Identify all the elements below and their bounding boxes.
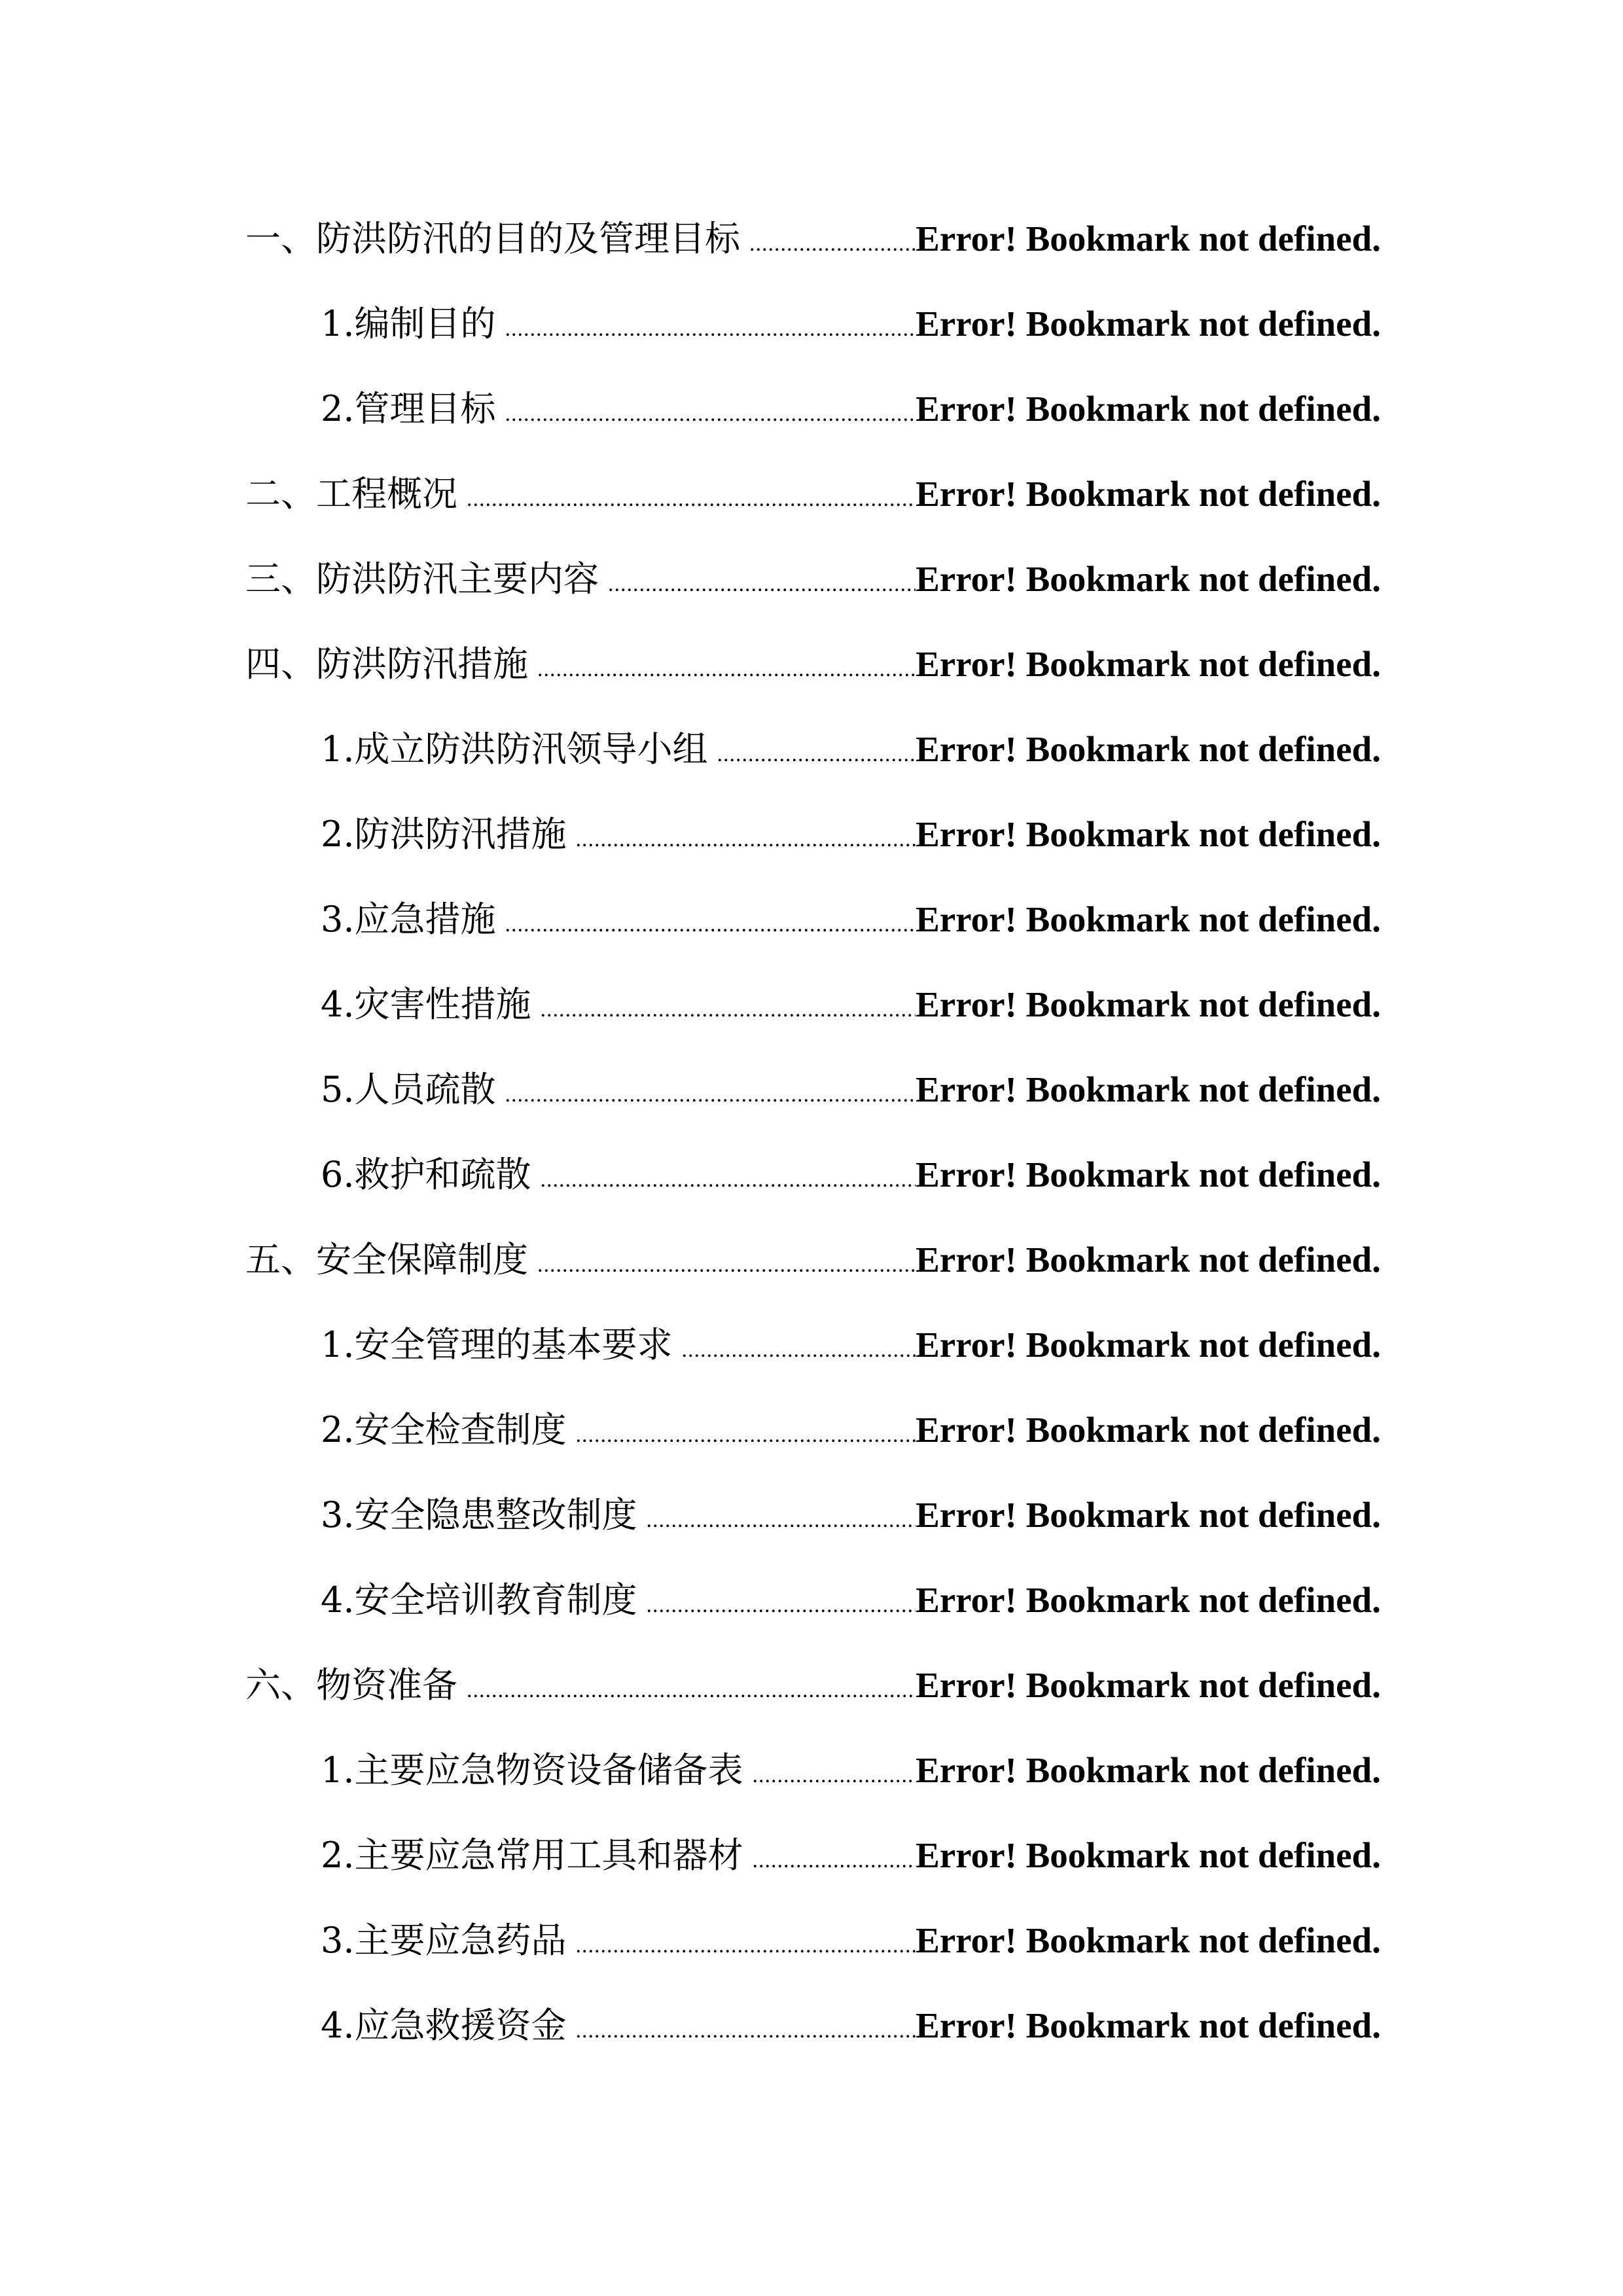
toc-dot-leader — [467, 457, 916, 537]
toc-entry-title: 3.主要应急药品 — [321, 1920, 567, 1961]
toc-entry-title: 4.灾害性措施 — [321, 984, 531, 1025]
toc-entry[interactable] — [245, 792, 1381, 877]
toc-entry-title: 1.成立防洪防汛领导小组 — [321, 728, 708, 770]
toc-entry[interactable] — [245, 367, 1381, 452]
toc-entry-page: Error! Bookmark not defined. — [916, 219, 1381, 259]
toc-dot-leader — [576, 1903, 916, 1983]
toc-entry-title: 1.编制目的 — [321, 303, 496, 344]
toc-entry[interactable] — [245, 707, 1381, 792]
toc-entry-title: 2.安全检查制度 — [321, 1409, 567, 1450]
toc-entry-page: Error! Bookmark not defined. — [916, 474, 1381, 514]
toc-dot-leader — [537, 1223, 916, 1302]
toc-dot-leader — [753, 1818, 916, 1898]
toc-dot-leader — [505, 287, 916, 367]
toc-entry-title: 2.管理目标 — [321, 388, 496, 429]
toc-dot-leader — [608, 542, 916, 622]
toc-entry-title: 五、安全保障制度 — [245, 1239, 528, 1280]
toc-entry-page: Error! Bookmark not defined. — [916, 1069, 1381, 1109]
toc-entry-title: 三、防洪防汛主要内容 — [245, 558, 599, 600]
toc-dot-leader — [647, 1478, 916, 1558]
toc-entry-title: 6.救护和疏散 — [321, 1154, 531, 1195]
toc-dot-leader — [749, 202, 916, 281]
toc-entry-page: Error! Bookmark not defined. — [916, 1410, 1381, 1450]
toc-dot-leader — [505, 372, 916, 452]
toc-entry-page: Error! Bookmark not defined. — [916, 899, 1381, 939]
toc-dot-leader — [753, 1733, 916, 1813]
toc-entry[interactable] — [245, 452, 1381, 537]
toc-entry-page: Error! Bookmark not defined. — [916, 1665, 1381, 1705]
toc-entry[interactable] — [245, 1047, 1381, 1132]
toc-entry[interactable] — [245, 622, 1381, 707]
toc-dot-leader — [576, 1393, 916, 1473]
toc-entry-page: Error! Bookmark not defined. — [916, 1580, 1381, 1620]
toc-entry-title: 3.安全隐患整改制度 — [321, 1494, 637, 1535]
toc-entry-page: Error! Bookmark not defined. — [916, 1325, 1381, 1365]
toc-entry-page: Error! Bookmark not defined. — [916, 2005, 1381, 2045]
toc-entry-page: Error! Bookmark not defined. — [916, 814, 1381, 854]
toc-entry-page: Error! Bookmark not defined. — [916, 1240, 1381, 1280]
toc-entry[interactable] — [245, 1643, 1381, 1728]
toc-entry[interactable] — [245, 1217, 1381, 1302]
toc-entry-title: 3.应急措施 — [321, 899, 496, 940]
toc-dot-leader — [541, 1138, 916, 1217]
toc-entry[interactable] — [245, 1983, 1381, 2068]
toc-entry[interactable] — [245, 1388, 1381, 1473]
toc-entry-title: 二、工程概况 — [245, 473, 457, 514]
toc-entry-title: 四、防洪防汛措施 — [245, 643, 528, 685]
toc-entry-title: 六、物资准备 — [245, 1664, 457, 1706]
toc-dot-leader — [576, 1988, 916, 2068]
toc-entry[interactable] — [245, 877, 1381, 962]
toc-dot-leader — [576, 797, 916, 877]
toc-entry[interactable] — [245, 1898, 1381, 1983]
toc-entry-title: 1.安全管理的基本要求 — [321, 1324, 673, 1365]
toc-entry[interactable] — [245, 1473, 1381, 1558]
toc-entry-title: 2.主要应急常用工具和器材 — [321, 1835, 743, 1876]
toc-entry[interactable] — [245, 962, 1381, 1047]
toc-entry-page: Error! Bookmark not defined. — [916, 1835, 1381, 1875]
toc-entry-title: 1.主要应急物资设备储备表 — [321, 1749, 743, 1791]
toc-entry[interactable] — [245, 1813, 1381, 1898]
toc-entry[interactable] — [245, 537, 1381, 622]
toc-entry-page: Error! Bookmark not defined. — [916, 1155, 1381, 1194]
toc-entry-title: 5.人员疏散 — [321, 1069, 496, 1110]
toc-entry-page: Error! Bookmark not defined. — [916, 984, 1381, 1024]
toc-entry[interactable] — [245, 1728, 1381, 1813]
toc-entry-page: Error! Bookmark not defined. — [916, 559, 1381, 599]
toc-entry[interactable] — [245, 196, 1381, 281]
toc-entry-title: 4.应急救援资金 — [321, 2005, 567, 2046]
toc-entry[interactable] — [245, 1558, 1381, 1643]
toc-entry-page: Error! Bookmark not defined. — [916, 1495, 1381, 1535]
toc-entry-page: Error! Bookmark not defined. — [916, 389, 1381, 429]
toc-dot-leader — [467, 1648, 916, 1728]
toc-entry-page: Error! Bookmark not defined. — [916, 729, 1381, 769]
toc-dot-leader — [717, 712, 916, 792]
table-of-contents — [245, 196, 1381, 2068]
toc-entry-page: Error! Bookmark not defined. — [916, 1920, 1381, 1960]
toc-dot-leader — [537, 627, 916, 707]
toc-entry-title: 4.安全培训教育制度 — [321, 1579, 637, 1621]
toc-entry-page: Error! Bookmark not defined. — [916, 304, 1381, 344]
toc-dot-leader — [505, 1052, 916, 1132]
toc-entry[interactable] — [245, 281, 1381, 367]
toc-entry-page: Error! Bookmark not defined. — [916, 644, 1381, 684]
toc-entry[interactable] — [245, 1302, 1381, 1388]
toc-entry[interactable] — [245, 1132, 1381, 1217]
toc-dot-leader — [647, 1563, 916, 1643]
toc-dot-leader — [682, 1308, 916, 1388]
toc-entry-title: 一、防洪防汛的目的及管理目标 — [245, 218, 740, 259]
toc-entry-page: Error! Bookmark not defined. — [916, 1750, 1381, 1790]
toc-entry-title: 2.防洪防汛措施 — [321, 814, 567, 855]
toc-dot-leader — [541, 967, 916, 1047]
toc-dot-leader — [505, 882, 916, 962]
